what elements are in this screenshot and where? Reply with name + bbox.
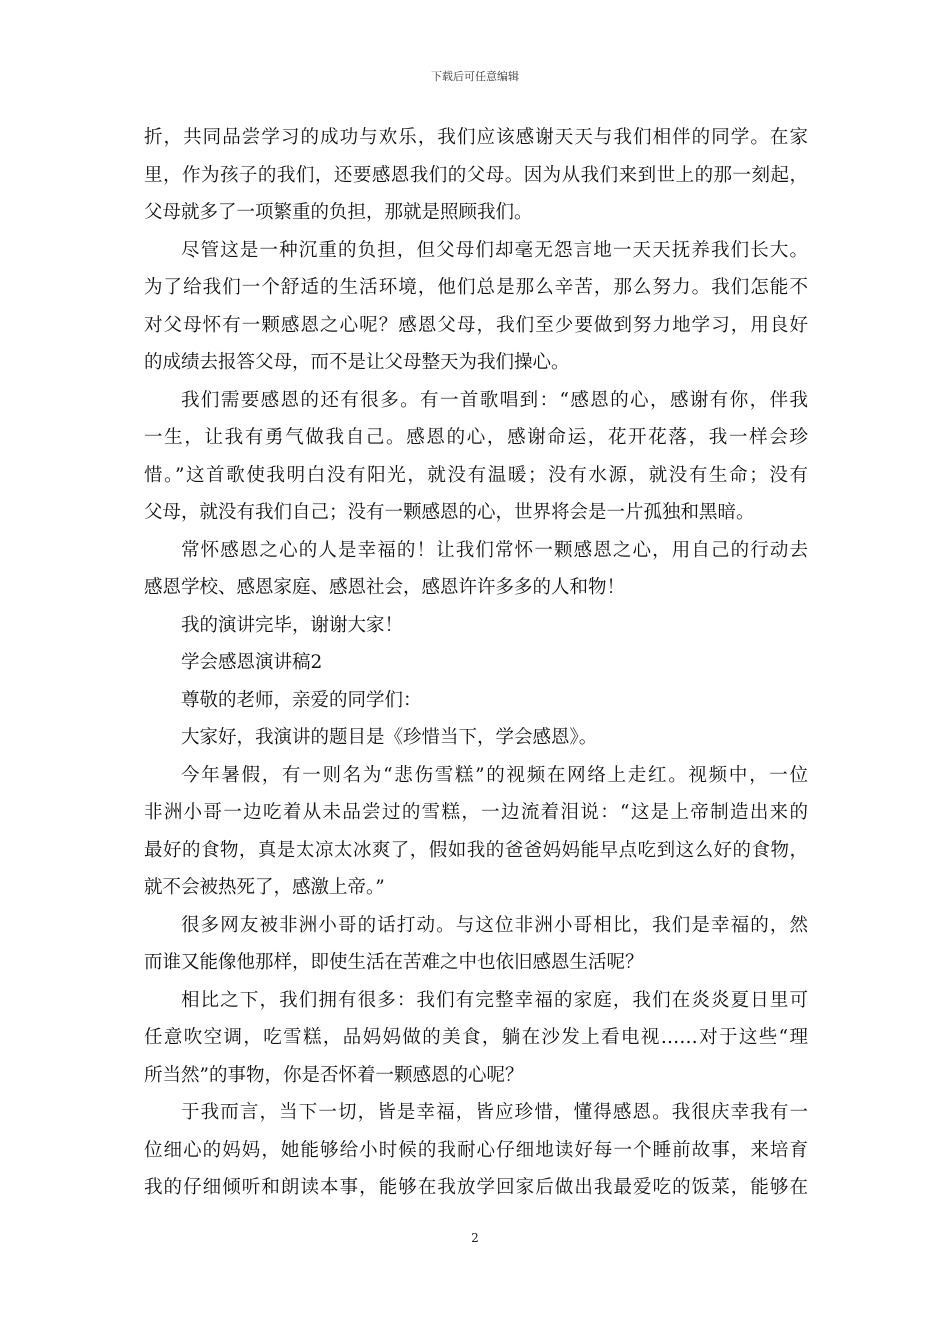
paragraph-line: 任意吹空调，吃雪糕，品妈妈做的美食，躺在沙发上看电视……对于这些“理 (144, 1027, 808, 1048)
paragraph-line: 对父母怀有一颗感恩之心呢？感恩父母，我们至少要做到努力地学习，用良好 (144, 314, 808, 336)
paragraph-line: 父母就多了一项繁重的负担，那就是照顾我们。 (144, 202, 533, 223)
paragraph-line: 位细心的妈妈，她能够给小时候的我耐心仔细地读好每一个睡前故事，来培育 (144, 1139, 808, 1161)
paragraph-line: 父母，就没有我们自己；没有一颗感恩的心，世界将会是一片孤独和黑暗。 (144, 502, 755, 523)
paragraph-line: 折，共同品尝学习的成功与欢乐，我们应该感谢天天与我们相伴的同学。在家 (144, 127, 808, 148)
paragraph-line: 我的演讲完毕，谢谢大家！ (181, 614, 404, 636)
paragraph-line: 尊敬的老师，亲爱的同学们： (181, 689, 422, 711)
paragraph-line: 今年暑假，有一则名为“悲伤雪糕”的视频在网络上走红。视频中，一位 (181, 764, 808, 786)
paragraph-line: 惜。”这首歌使我明白没有阳光，就没有温暖；没有水源，就没有生命；没有 (144, 464, 808, 486)
paragraph-line: 最好的食物，真是太凉太冰爽了，假如我的爸爸妈妈能早点吃到这么好的食物， (144, 839, 808, 861)
paragraph-line: 我们需要感恩的还有很多。有一首歌唱到：“感恩的心，感谢有你，伴我 (181, 389, 808, 411)
paragraph-line: 所当然”的事物，你是否怀着一颗感恩的心呢？ (144, 1064, 524, 1086)
page-number: 2 (471, 1231, 479, 1245)
paragraph-line: 常怀感恩之心的人是幸福的！让我们常怀一颗感恩之心，用自己的行动去 (181, 539, 808, 561)
paragraph-line: 而谁又能像他那样，即使生活在苦难之中也依旧感恩生活呢？ (144, 952, 644, 973)
paragraph-line: 相比之下，我们拥有很多：我们有完整幸福的家庭，我们在炎炎夏日里可 (181, 989, 808, 1011)
paragraph-line: 里，作为孩子的我们，还要感恩我们的父母。因为从我们来到世上的那一刻起， (144, 164, 808, 186)
paragraph-line: 尽管这是一种沉重的负担，但父母们却毫无怨言地一天天抚养我们长大。 (181, 239, 808, 261)
paragraph-line: 于我而言，当下一切，皆是幸福，皆应珍惜，懂得感恩。我很庆幸我有一 (181, 1102, 808, 1123)
section-title: 学会感恩演讲稿2 (181, 652, 323, 673)
page-header: 下载后可任意编辑 (431, 70, 519, 83)
paragraph-line: 的成绩去报答父母，而不是让父母整天为我们操心。 (144, 352, 570, 373)
paragraph-line: 一生，让我有勇气做我自己。感恩的心，感谢命运，花开花落，我一样会珍 (144, 427, 808, 448)
paragraph-line: 大家好，我演讲的题目是《珍惜当下，学会感恩》。 (181, 727, 598, 748)
document-body (144, 119, 808, 1207)
paragraph-line: 就不会被热死了，感激上帝。” (144, 877, 385, 898)
paragraph-line: 很多网友被非洲小哥的话打动。与这位非洲小哥相比，我们是幸福的，然 (181, 914, 808, 936)
paragraph-line: 感恩学校、感恩家庭、感恩社会，感恩许许多多的人和物！ (144, 577, 626, 598)
paragraph-line: 为了给我们一个舒适的生活环境，他们总是那么辛苦，那么努力。我们怎能不 (144, 277, 808, 298)
paragraph-line: 我的仔细倾听和朗读本事，能够在我放学回家后做出我最爱吃的饭菜，能够在 (144, 1177, 808, 1198)
paragraph-line: 非洲小哥一边吃着从未品尝过的雪糕，一边流着泪说：“这是上帝制造出来的 (144, 802, 808, 823)
